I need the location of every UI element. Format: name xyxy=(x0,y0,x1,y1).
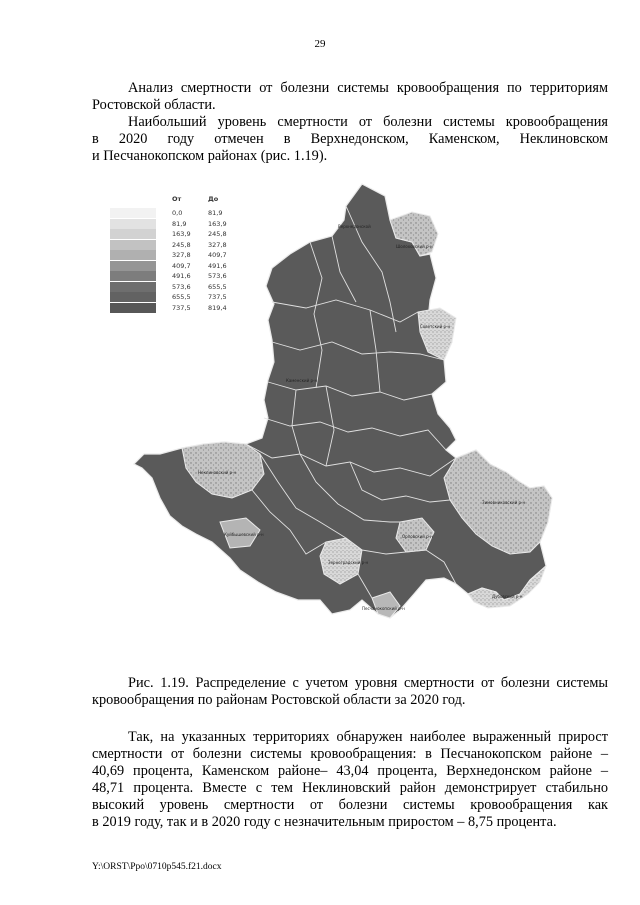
paragraph-line: Анализ смертности от болезни системы кровообращения по территориям xyxy=(128,80,608,96)
paragraph-line: в 2019 году, так и в 2020 году с незначительным приростом – 8,75 процента. xyxy=(92,814,557,830)
paragraph-line: 40,69 процента, Каменском районе– 43,04 процента, Верхнедонском районе – xyxy=(92,763,608,779)
legend-from-value: 491,6 xyxy=(172,272,191,280)
legend-swatch xyxy=(110,219,156,229)
paragraph-highest-level xyxy=(92,114,608,165)
legend-row xyxy=(110,219,270,229)
map-label-neklinovsky: Неклиновский р-н xyxy=(198,470,237,475)
paragraph-growth xyxy=(92,729,608,831)
legend-to-value: 655,5 xyxy=(208,282,227,291)
map-label-sovetsky: Советский р-н xyxy=(420,324,451,329)
legend-to-value: 573,6 xyxy=(208,272,227,280)
paragraph-line: 48,71 процента. Вместе с тем Неклиновский район демонстрирует стабильно xyxy=(92,780,608,796)
paragraph-analysis-title xyxy=(92,80,608,114)
map-label-zimovnikovsky: Зимовниковский р-н xyxy=(482,500,526,505)
legend-header-from: От xyxy=(172,195,182,203)
legend-from-value: 81,9 xyxy=(172,219,187,228)
paragraph-line: высокий уровень смертности от болезни системы кровообращения как xyxy=(92,797,608,813)
map-label-zernogradsky: Зерноградский р-н xyxy=(328,560,369,565)
map-label-orlovsky: Орловский р-н xyxy=(402,534,433,539)
legend-to-value: 491,6 xyxy=(208,261,227,270)
legend-swatch xyxy=(110,292,156,302)
map-label-peschanokopsky: Песчанокопский р-н xyxy=(362,606,405,611)
legend-row xyxy=(110,292,270,302)
footer-file-path: Y:\ORST\Ppo\0710p545.f21.docx xyxy=(92,862,222,872)
legend-from-value: 0,0 xyxy=(172,209,183,217)
legend-swatch xyxy=(110,282,156,292)
legend-row xyxy=(110,250,270,260)
legend-from-value: 573,6 xyxy=(172,282,191,291)
paragraph-line: Так, на указанных территориях обнаружен наиболее выраженный прирост xyxy=(128,729,608,745)
map-label-kamensky: Каменский р-н xyxy=(286,378,318,383)
map-label-kuibyshevsky: Куйбышевский р-н xyxy=(224,532,264,537)
legend-to-value: 163,9 xyxy=(208,219,227,228)
legend-swatch xyxy=(110,303,156,313)
legend-row xyxy=(110,208,270,218)
legend-from-value: 245,8 xyxy=(172,240,191,249)
legend-row xyxy=(110,261,270,271)
map-label-sholokhovsky: Шолоховский р-н xyxy=(396,244,433,249)
map-label-dubovsky: Дубовский р-н xyxy=(492,594,523,599)
legend-swatch xyxy=(110,271,156,281)
legend-swatch xyxy=(110,250,156,260)
legend-row xyxy=(110,240,270,250)
page-number: 29 xyxy=(314,38,326,50)
paragraph-line: Наибольший уровень смертности от болезни системы кровообращения xyxy=(128,114,608,130)
legend-swatch xyxy=(110,261,156,271)
figure-caption xyxy=(92,675,608,709)
legend-swatch xyxy=(110,208,156,218)
legend-to-value: 819,4 xyxy=(208,303,227,312)
legend-to-value: 245,8 xyxy=(208,230,227,238)
map-label-verkhnedonskoy: Верхнедонской xyxy=(338,224,371,229)
legend-row xyxy=(110,303,270,313)
legend-row xyxy=(110,229,270,239)
paragraph-line: Ростовской области. xyxy=(92,97,216,113)
legend-to-value: 81,9 xyxy=(208,209,223,217)
legend-row xyxy=(110,271,270,281)
legend-from-value: 737,5 xyxy=(172,303,191,312)
legend-from-value: 409,7 xyxy=(172,261,191,270)
legend-from-value: 327,8 xyxy=(172,251,191,259)
legend-to-value: 409,7 xyxy=(208,251,227,259)
legend-swatch xyxy=(110,229,156,239)
legend-row xyxy=(110,282,270,292)
caption-line: Рис. 1.19. Распределение с учетом уровня смертности от болезни системы xyxy=(128,675,608,691)
caption-line: кровообращения по районам Ростовской области за 2020 год. xyxy=(92,692,466,708)
paragraph-line: смертности от болезни системы кровообращения: в Песчанокопском районе – xyxy=(92,746,608,762)
legend-from-value: 163,9 xyxy=(172,230,191,238)
paragraph-line: и Песчанокопском районах (рис. 1.19). xyxy=(92,148,328,164)
legend-swatch xyxy=(110,240,156,250)
paragraph-line: в 2020 году отмечен в Верхнедонском, Каменском, Неклиновском xyxy=(92,131,608,147)
legend-header-to: До xyxy=(208,195,219,203)
legend-from-value: 655,5 xyxy=(172,293,191,301)
legend-to-value: 737,5 xyxy=(208,293,227,301)
legend-to-value: 327,8 xyxy=(208,240,227,249)
